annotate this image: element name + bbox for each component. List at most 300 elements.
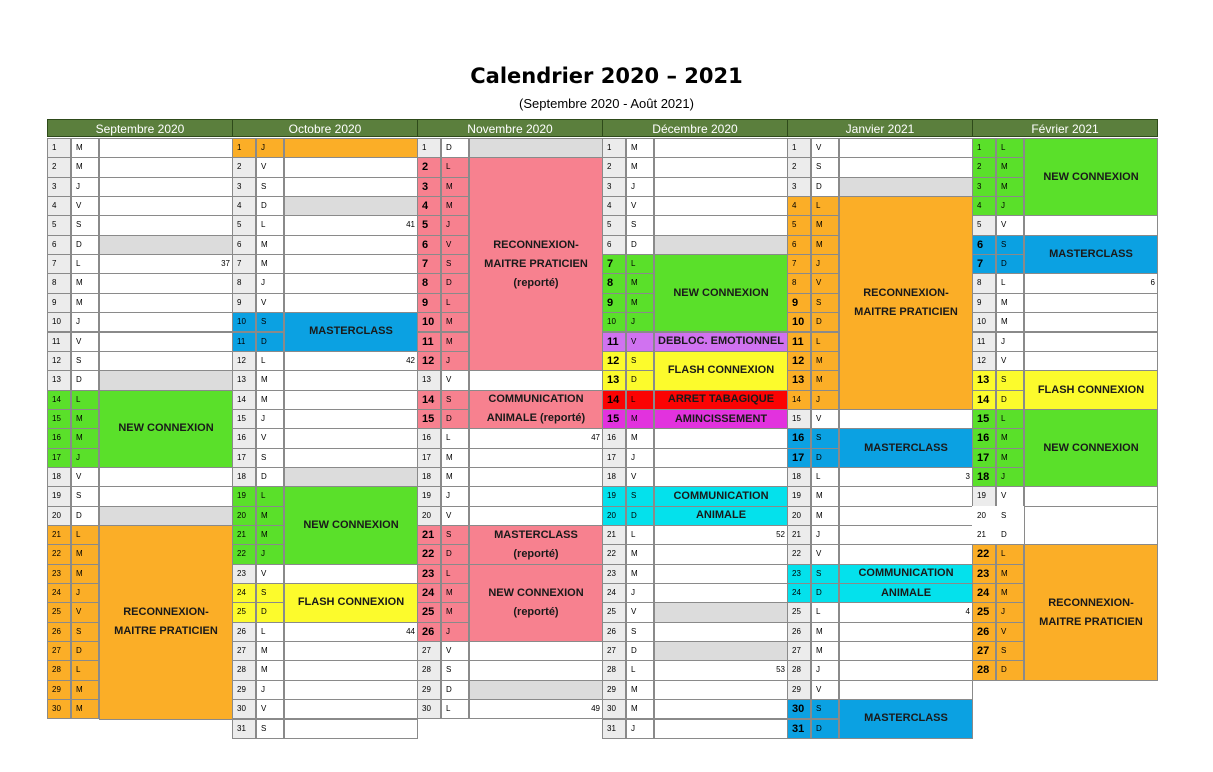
- weekday-letter: V: [71, 602, 99, 622]
- weekday-letter: J: [441, 486, 469, 506]
- day-event-cell: [284, 660, 418, 680]
- day-number: 26: [47, 622, 71, 642]
- day-number: 11: [602, 332, 626, 352]
- weekday-letter: S: [811, 293, 839, 313]
- day-number: 1: [602, 138, 626, 158]
- day-number: 11: [47, 332, 71, 352]
- weekday-letter: M: [996, 583, 1024, 603]
- event-label: RECONNEXION- MAITRE PRATICIEN: [1039, 596, 1143, 628]
- day-number: 22: [47, 544, 71, 564]
- weekday-letter: M: [71, 293, 99, 313]
- event-label: FLASH CONNEXION: [297, 596, 405, 609]
- day-number: 26: [417, 622, 441, 642]
- weekday-letter: M: [811, 486, 839, 506]
- weekday-letter: M: [996, 448, 1024, 468]
- weekday-letter: M: [626, 699, 654, 719]
- day-number: 19: [787, 486, 811, 506]
- weekday-letter: L: [811, 602, 839, 622]
- event-label: NEW CONNEXION: [303, 518, 399, 531]
- day-number: 11: [417, 332, 441, 352]
- day-number: 31: [787, 719, 811, 739]
- day-event-cell: [654, 196, 788, 216]
- weekday-letter: M: [71, 157, 99, 177]
- day-number: 1: [232, 138, 256, 158]
- day-event-cell: 44: [284, 622, 418, 642]
- day-event-cell: [99, 235, 233, 255]
- day-number: 9: [602, 293, 626, 313]
- weekday-letter: S: [441, 525, 469, 545]
- weekday-letter: L: [71, 390, 99, 410]
- day-event-cell: [99, 370, 233, 390]
- day-number: 4: [232, 196, 256, 216]
- weekday-letter: D: [441, 273, 469, 293]
- weekday-letter: S: [811, 699, 839, 719]
- day-number: 6: [47, 235, 71, 255]
- day-number: 3: [47, 177, 71, 197]
- event-block: [839, 564, 973, 584]
- day-event-cell: [284, 699, 418, 719]
- weekday-letter: J: [71, 177, 99, 197]
- day-number: 7: [232, 254, 256, 274]
- day-number: 1: [787, 138, 811, 158]
- weekday-letter: D: [811, 177, 839, 197]
- day-event-cell: [284, 177, 418, 197]
- weekday-letter: D: [441, 138, 469, 158]
- weekday-letter: V: [626, 196, 654, 216]
- day-number: 27: [787, 641, 811, 661]
- day-number: 25: [972, 602, 996, 622]
- day-event-cell: [839, 409, 973, 429]
- weekday-letter: S: [71, 486, 99, 506]
- weekday-letter: J: [256, 273, 284, 293]
- day-event-cell: 41: [284, 215, 418, 235]
- day-number: 9: [787, 293, 811, 313]
- day-event-cell: [469, 486, 603, 506]
- weekday-letter: M: [811, 351, 839, 371]
- weekday-letter: J: [256, 138, 284, 158]
- day-event-cell: [839, 486, 973, 506]
- day-number: 26: [972, 622, 996, 642]
- month-header: Septembre 2020: [47, 119, 233, 137]
- event-block: [839, 699, 973, 739]
- day-event-cell: [469, 660, 603, 680]
- weekday-letter: M: [626, 680, 654, 700]
- day-number: 12: [972, 351, 996, 371]
- day-event-cell: [839, 157, 973, 177]
- day-number: 13: [972, 370, 996, 390]
- day-number: 28: [47, 660, 71, 680]
- weekday-letter: S: [71, 622, 99, 642]
- day-number: 12: [47, 351, 71, 371]
- weekday-letter: M: [441, 448, 469, 468]
- day-event-cell: [284, 448, 418, 468]
- weekday-letter: S: [811, 157, 839, 177]
- day-number: 20: [787, 506, 811, 526]
- weekday-letter: M: [996, 157, 1024, 177]
- event-label: ANIMALE: [695, 509, 747, 522]
- day-event-cell: [99, 157, 233, 177]
- weekday-letter: V: [256, 428, 284, 448]
- day-event-cell: [99, 332, 233, 352]
- day-number: 26: [602, 622, 626, 642]
- day-number: 21: [787, 525, 811, 545]
- day-number: 19: [602, 486, 626, 506]
- weekday-letter: V: [256, 293, 284, 313]
- day-number: 16: [417, 428, 441, 448]
- day-number: 25: [787, 602, 811, 622]
- day-event-cell: [839, 622, 973, 642]
- day-number: 15: [972, 409, 996, 429]
- day-number: 16: [787, 428, 811, 448]
- weekday-letter: V: [811, 680, 839, 700]
- day-number: 14: [232, 390, 256, 410]
- weekday-letter: D: [996, 254, 1024, 274]
- day-number: 17: [972, 448, 996, 468]
- day-number: 14: [47, 390, 71, 410]
- day-number: 23: [787, 564, 811, 584]
- weekday-letter: J: [626, 177, 654, 197]
- weekday-letter: M: [996, 428, 1024, 448]
- day-event-cell: 47: [469, 428, 603, 448]
- weekday-letter: L: [441, 428, 469, 448]
- day-event-cell: [1024, 332, 1158, 352]
- month-header: Octobre 2020: [232, 119, 418, 137]
- day-number: 10: [602, 312, 626, 332]
- day-event-cell: [284, 428, 418, 448]
- event-block: [1024, 235, 1158, 275]
- weekday-letter: V: [256, 564, 284, 584]
- day-number: 3: [232, 177, 256, 197]
- weekday-letter: M: [626, 428, 654, 448]
- weekday-letter: M: [256, 660, 284, 680]
- weekday-letter: J: [256, 544, 284, 564]
- day-event-cell: [284, 157, 418, 177]
- day-event-cell: [284, 235, 418, 255]
- day-number: 15: [417, 409, 441, 429]
- weekday-letter: D: [256, 602, 284, 622]
- weekday-letter: J: [811, 525, 839, 545]
- day-number: 30: [602, 699, 626, 719]
- day-number: 12: [787, 351, 811, 371]
- day-number: 10: [417, 312, 441, 332]
- day-event-cell: [99, 486, 233, 506]
- day-number: 5: [47, 215, 71, 235]
- day-number: 4: [47, 196, 71, 216]
- day-number: 28: [602, 660, 626, 680]
- weekday-letter: S: [626, 486, 654, 506]
- event-label: COMMUNICATION: [858, 567, 954, 580]
- day-event-cell: 52: [654, 525, 788, 545]
- day-event-cell: 37: [99, 254, 233, 274]
- weekday-letter: V: [256, 157, 284, 177]
- day-number: 15: [232, 409, 256, 429]
- day-number: 14: [787, 390, 811, 410]
- weekday-letter: M: [256, 641, 284, 661]
- day-number: 27: [602, 641, 626, 661]
- weekday-letter: D: [441, 409, 469, 429]
- day-number: 1: [47, 138, 71, 158]
- day-number: 27: [232, 641, 256, 661]
- day-event-cell: [654, 699, 788, 719]
- day-event-cell: [284, 564, 418, 584]
- weekday-letter: D: [71, 506, 99, 526]
- day-number: 29: [787, 680, 811, 700]
- event-label: MASTERCLASS: [1049, 248, 1133, 261]
- day-number: 8: [602, 273, 626, 293]
- weekday-letter: V: [626, 602, 654, 622]
- day-number: 13: [787, 370, 811, 390]
- day-number: 19: [232, 486, 256, 506]
- day-number: 2: [972, 157, 996, 177]
- weekday-letter: M: [256, 525, 284, 545]
- event-block: [654, 390, 788, 410]
- day-event-cell: [99, 506, 233, 526]
- day-number: 23: [417, 564, 441, 584]
- weekday-letter: V: [626, 467, 654, 487]
- day-number: 8: [47, 273, 71, 293]
- weekday-letter: M: [71, 680, 99, 700]
- weekday-letter: M: [626, 138, 654, 158]
- weekday-letter: J: [626, 583, 654, 603]
- weekday-letter: M: [441, 602, 469, 622]
- weekday-letter: L: [256, 351, 284, 371]
- weekday-letter: D: [996, 390, 1024, 410]
- day-event-cell: [1024, 215, 1158, 235]
- day-number: 2: [417, 157, 441, 177]
- event-label: NEW CONNEXION: [1043, 441, 1139, 454]
- day-event-cell: [284, 680, 418, 700]
- day-number: 21: [232, 525, 256, 545]
- day-number: 23: [47, 564, 71, 584]
- weekday-letter: V: [996, 622, 1024, 642]
- day-event-cell: [654, 157, 788, 177]
- event-block: [654, 254, 788, 332]
- day-number: 18: [602, 467, 626, 487]
- day-event-cell: [284, 273, 418, 293]
- weekday-letter: L: [626, 254, 654, 274]
- weekday-letter: L: [441, 564, 469, 584]
- event-block: [284, 138, 418, 158]
- weekday-letter: D: [811, 312, 839, 332]
- weekday-letter: J: [626, 448, 654, 468]
- weekday-letter: D: [256, 332, 284, 352]
- day-number: 7: [47, 254, 71, 274]
- day-number: 13: [47, 370, 71, 390]
- day-number: 30: [47, 699, 71, 719]
- weekday-letter: S: [256, 177, 284, 197]
- day-number: 7: [602, 254, 626, 274]
- weekday-letter: M: [996, 564, 1024, 584]
- day-number: 21: [602, 525, 626, 545]
- weekday-letter: J: [256, 409, 284, 429]
- month-header: Janvier 2021: [787, 119, 973, 137]
- weekday-letter: S: [256, 312, 284, 332]
- event-block: [1024, 506, 1158, 546]
- day-number: 12: [417, 351, 441, 371]
- weekday-letter: L: [811, 196, 839, 216]
- day-event-cell: 42: [284, 351, 418, 371]
- day-number: 10: [47, 312, 71, 332]
- weekday-letter: M: [996, 293, 1024, 313]
- weekday-letter: M: [256, 390, 284, 410]
- weekday-letter: S: [256, 719, 284, 739]
- day-number: 19: [47, 486, 71, 506]
- event-label: RECONNEXION- MAITRE PRATICIEN: [854, 286, 958, 318]
- weekday-letter: L: [71, 660, 99, 680]
- day-number: 17: [787, 448, 811, 468]
- weekday-letter: D: [811, 583, 839, 603]
- day-event-cell: [469, 467, 603, 487]
- day-event-cell: [654, 602, 788, 622]
- day-event-cell: 4: [839, 602, 973, 622]
- day-number: 26: [232, 622, 256, 642]
- page-subtitle: (Septembre 2020 - Août 2021): [519, 96, 694, 111]
- weekday-letter: S: [441, 390, 469, 410]
- day-number: 7: [787, 254, 811, 274]
- weekday-letter: V: [71, 196, 99, 216]
- day-event-cell: [839, 660, 973, 680]
- day-number: 13: [232, 370, 256, 390]
- weekday-letter: M: [71, 138, 99, 158]
- weekday-letter: V: [626, 332, 654, 352]
- weekday-letter: V: [256, 699, 284, 719]
- day-number: 10: [787, 312, 811, 332]
- day-number: 4: [417, 196, 441, 216]
- day-number: 5: [972, 215, 996, 235]
- weekday-letter: J: [256, 680, 284, 700]
- weekday-letter: D: [71, 235, 99, 255]
- weekday-letter: V: [811, 138, 839, 158]
- day-event-cell: 49: [469, 699, 603, 719]
- day-number: 1: [417, 138, 441, 158]
- event-label: MASTERCLASS: [864, 441, 948, 454]
- weekday-letter: J: [626, 719, 654, 739]
- day-number: 18: [417, 467, 441, 487]
- day-event-cell: [99, 293, 233, 313]
- event-block: [1024, 544, 1158, 680]
- weekday-letter: M: [811, 506, 839, 526]
- day-number: 9: [972, 293, 996, 313]
- day-number: 30: [232, 699, 256, 719]
- event-block: [284, 486, 418, 564]
- day-number: 18: [787, 467, 811, 487]
- day-event-cell: [654, 564, 788, 584]
- day-number: 17: [232, 448, 256, 468]
- event-block: [654, 332, 788, 352]
- weekday-letter: D: [811, 448, 839, 468]
- day-number: 20: [232, 506, 256, 526]
- day-number: 30: [787, 699, 811, 719]
- day-number: 28: [972, 660, 996, 680]
- day-event-cell: [654, 680, 788, 700]
- weekday-letter: M: [626, 544, 654, 564]
- day-number: 24: [232, 583, 256, 603]
- day-event-cell: [284, 370, 418, 390]
- day-number: 16: [47, 428, 71, 448]
- weekday-letter: J: [811, 390, 839, 410]
- day-number: 29: [602, 680, 626, 700]
- day-event-cell: [654, 467, 788, 487]
- day-number: 9: [47, 293, 71, 313]
- day-number: 16: [972, 428, 996, 448]
- day-number: 7: [972, 254, 996, 274]
- day-number: 2: [232, 157, 256, 177]
- day-number: 8: [417, 273, 441, 293]
- weekday-letter: M: [441, 312, 469, 332]
- weekday-letter: L: [996, 409, 1024, 429]
- day-number: 3: [787, 177, 811, 197]
- weekday-letter: L: [71, 525, 99, 545]
- weekday-letter: S: [256, 583, 284, 603]
- day-number: 8: [972, 273, 996, 293]
- event-block: [839, 583, 973, 603]
- weekday-letter: L: [996, 138, 1024, 158]
- day-event-cell: [284, 719, 418, 739]
- event-label: NEW CONNEXION: [118, 422, 214, 435]
- weekday-letter: M: [626, 293, 654, 313]
- weekday-letter: J: [996, 602, 1024, 622]
- day-number: 6: [232, 235, 256, 255]
- event-block: [839, 428, 973, 468]
- day-number: 12: [602, 351, 626, 371]
- event-label: FLASH CONNEXION: [667, 364, 775, 377]
- weekday-letter: J: [996, 467, 1024, 487]
- weekday-letter: M: [811, 235, 839, 255]
- day-number: 21: [417, 525, 441, 545]
- weekday-letter: M: [441, 467, 469, 487]
- day-number: 23: [602, 564, 626, 584]
- event-block: [284, 583, 418, 623]
- weekday-letter: S: [996, 235, 1024, 255]
- weekday-letter: V: [996, 351, 1024, 371]
- event-label: RECONNEXION- MAITRE PRATICIEN: [114, 606, 218, 638]
- weekday-letter: J: [71, 448, 99, 468]
- weekday-letter: S: [256, 448, 284, 468]
- day-number: 24: [602, 583, 626, 603]
- weekday-letter: L: [996, 273, 1024, 293]
- weekday-letter: D: [256, 196, 284, 216]
- event-block: [654, 409, 788, 429]
- day-number: 17: [602, 448, 626, 468]
- day-number: 3: [417, 177, 441, 197]
- weekday-letter: L: [441, 157, 469, 177]
- day-event-cell: [654, 583, 788, 603]
- day-number: 5: [417, 215, 441, 235]
- day-event-cell: [839, 506, 973, 526]
- day-number: 22: [972, 544, 996, 564]
- event-label: MASTERCLASS: [864, 712, 948, 725]
- weekday-letter: D: [996, 525, 1024, 545]
- day-event-cell: [654, 177, 788, 197]
- day-number: 15: [47, 409, 71, 429]
- day-number: 17: [47, 448, 71, 468]
- day-event-cell: [469, 448, 603, 468]
- weekday-letter: M: [71, 544, 99, 564]
- weekday-letter: D: [626, 235, 654, 255]
- day-event-cell: [469, 370, 603, 390]
- weekday-letter: L: [811, 467, 839, 487]
- day-number: 11: [787, 332, 811, 352]
- day-event-cell: [99, 351, 233, 371]
- day-number: 27: [47, 641, 71, 661]
- day-number: 6: [972, 235, 996, 255]
- day-number: 11: [232, 332, 256, 352]
- weekday-letter: S: [626, 351, 654, 371]
- weekday-letter: D: [626, 370, 654, 390]
- event-label: RECONNEXION- MAITRE PRATICIEN (reporté): [484, 238, 588, 289]
- weekday-letter: M: [441, 583, 469, 603]
- day-event-cell: [284, 390, 418, 410]
